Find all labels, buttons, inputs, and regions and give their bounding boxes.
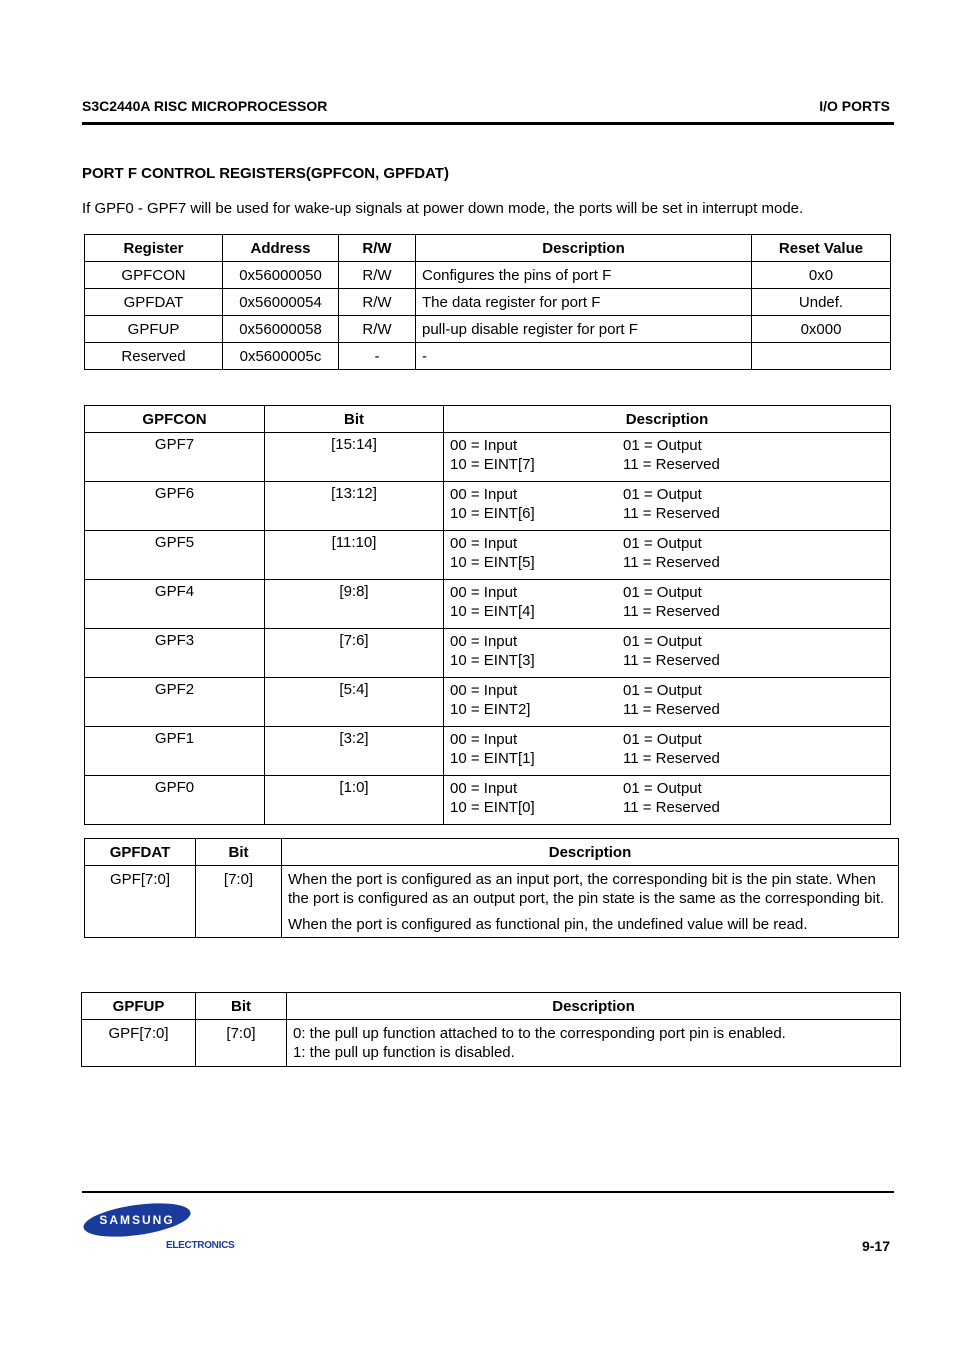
description-text: 0: the pull up function attached to to the corresponding port pin is enabled. [293, 1025, 786, 1042]
option-text: 01 = Output [623, 486, 702, 503]
option-text: 00 = Input [450, 584, 518, 601]
option-text: 10 = EINT[5] [450, 554, 535, 571]
option-text: 01 = Output [623, 682, 702, 699]
table-cell: 0x0 [752, 262, 891, 289]
option-text: 01 = Output [623, 584, 702, 601]
option-text: 11 = Reserved [623, 456, 720, 473]
register-summary-table [84, 234, 891, 370]
col-header: Reset Value [752, 235, 891, 262]
pin-name: GPF[7:0] [82, 1020, 196, 1067]
table-row [85, 289, 891, 316]
pin-name: GPF6 [85, 482, 265, 531]
col-header: Description [287, 993, 901, 1020]
option-text: 11 = Reserved [623, 652, 720, 669]
option-text: 11 = Reserved [623, 505, 720, 522]
pin-description [444, 433, 891, 482]
header-section: I/O PORTS [819, 98, 890, 114]
bit-range: [5:4] [265, 678, 444, 727]
table-cell: 0x56000050 [223, 262, 339, 289]
option-text: 11 = Reserved [623, 554, 720, 571]
description-text: 1: the pull up function is disabled. [293, 1044, 515, 1061]
bit-range: [3:2] [265, 727, 444, 776]
table-row [85, 629, 891, 678]
col-header: Description [444, 406, 891, 433]
table-cell: GPFDAT [85, 289, 223, 316]
option-text: 00 = Input [450, 780, 518, 797]
option-text: 10 = EINT[3] [450, 652, 535, 669]
table-cell: Undef. [752, 289, 891, 316]
option-text: 00 = Input [450, 682, 518, 699]
table-cell: R/W [339, 289, 416, 316]
pin-name: GPF7 [85, 433, 265, 482]
option-text: 10 = EINT[4] [450, 603, 535, 620]
table-cell: GPFUP [85, 316, 223, 343]
pin-description [444, 776, 891, 825]
table-row [82, 1020, 901, 1067]
table-cell: R/W [339, 316, 416, 343]
header-rule [82, 122, 894, 125]
bit-range: [7:6] [265, 629, 444, 678]
table-row [85, 727, 891, 776]
table-cell: 0x5600005c [223, 343, 339, 370]
bit-range: [13:12] [265, 482, 444, 531]
description-text: When the port is configured as functional pin, the undefined value will be read. [288, 916, 808, 933]
col-header: GPFUP [82, 993, 196, 1020]
pin-name: GPF[7:0] [85, 866, 196, 938]
bit-range: [9:8] [265, 580, 444, 629]
table-row [85, 580, 891, 629]
table-row [85, 866, 899, 938]
table-row [85, 482, 891, 531]
option-text: 10 = EINT[1] [450, 750, 535, 767]
pin-name: GPF3 [85, 629, 265, 678]
table-row [85, 262, 891, 289]
table-cell: - [416, 343, 752, 370]
col-header: Address [223, 235, 339, 262]
col-header: Description [416, 235, 752, 262]
table-cell: 0x000 [752, 316, 891, 343]
col-header: Bit [265, 406, 444, 433]
pin-name: GPF2 [85, 678, 265, 727]
pin-description [444, 531, 891, 580]
footer-rule [82, 1191, 894, 1193]
pullup-description [287, 1020, 901, 1067]
bit-range: [11:10] [265, 531, 444, 580]
option-text: 11 = Reserved [623, 603, 720, 620]
col-header: Bit [196, 993, 287, 1020]
option-text: 01 = Output [623, 535, 702, 552]
gpfup-table [81, 992, 901, 1067]
table-header-row [85, 406, 891, 433]
table-row [85, 343, 891, 370]
gpfdat-table [84, 838, 899, 938]
option-text: 00 = Input [450, 535, 518, 552]
table-header-row [85, 235, 891, 262]
table-row [85, 776, 891, 825]
table-cell: - [339, 343, 416, 370]
table-cell: GPFCON [85, 262, 223, 289]
table-cell: 0x56000058 [223, 316, 339, 343]
table-cell: The data register for port F [416, 289, 752, 316]
pin-name: GPF1 [85, 727, 265, 776]
samsung-logo [82, 1202, 192, 1238]
option-text: 10 = EINT2] [450, 701, 531, 718]
option-text: 01 = Output [623, 633, 702, 650]
bit-range: [1:0] [265, 776, 444, 825]
pin-name: GPF0 [85, 776, 265, 825]
option-text: 11 = Reserved [623, 750, 720, 767]
table-row [85, 531, 891, 580]
header-title: S3C2440A RISC MICROPROCESSOR [82, 98, 328, 114]
pin-name: GPF4 [85, 580, 265, 629]
option-text: 00 = Input [450, 731, 518, 748]
bit-range: [7:0] [196, 1020, 287, 1067]
option-text: 00 = Input [450, 486, 518, 503]
data-description [282, 866, 899, 938]
table-row [85, 433, 891, 482]
col-header: Description [282, 839, 899, 866]
table-header-row [85, 839, 899, 866]
gpfcon-table [84, 405, 891, 825]
description-text: When the port is configured as an input port, the corresponding bit is the pin state. When the port is configured as an output port, the pin state is the same as the corresponding bit. [288, 871, 885, 907]
col-header: GPFCON [85, 406, 265, 433]
option-text: 11 = Reserved [623, 701, 720, 718]
pin-description [444, 580, 891, 629]
col-header: Register [85, 235, 223, 262]
option-text: 00 = Input [450, 633, 518, 650]
pin-description [444, 678, 891, 727]
col-header: GPFDAT [85, 839, 196, 866]
pin-description [444, 629, 891, 678]
bit-range: [15:14] [265, 433, 444, 482]
table-cell: Configures the pins of port F [416, 262, 752, 289]
table-header-row [82, 993, 901, 1020]
option-text: 01 = Output [623, 437, 702, 454]
option-text: 11 = Reserved [623, 799, 720, 816]
pin-description [444, 482, 891, 531]
logo-subtitle: ELECTRONICS [166, 1240, 235, 1251]
pin-description [444, 727, 891, 776]
pin-name: GPF5 [85, 531, 265, 580]
table-cell [752, 343, 891, 370]
table-cell: R/W [339, 262, 416, 289]
intro-paragraph: If GPF0 - GPF7 will be used for wake-up signals at power down mode, the ports will be set in interrupt mode. [82, 200, 804, 217]
logo-text: SAMSUNG [99, 1213, 175, 1227]
option-text: 10 = EINT[6] [450, 505, 535, 522]
table-row [85, 678, 891, 727]
table-cell: 0x56000054 [223, 289, 339, 316]
col-header: R/W [339, 235, 416, 262]
table-cell: pull-up disable register for port F [416, 316, 752, 343]
col-header: Bit [196, 839, 282, 866]
option-text: 10 = EINT[7] [450, 456, 535, 473]
page-number: 9-17 [861, 1238, 890, 1254]
option-text: 01 = Output [623, 780, 702, 797]
section-title: PORT F CONTROL REGISTERS(GPFCON, GPFDAT) [82, 165, 449, 182]
table-row [85, 316, 891, 343]
bit-range: [7:0] [196, 866, 282, 938]
option-text: 10 = EINT[0] [450, 799, 535, 816]
option-text: 01 = Output [623, 731, 702, 748]
option-text: 00 = Input [450, 437, 518, 454]
table-cell: Reserved [85, 343, 223, 370]
